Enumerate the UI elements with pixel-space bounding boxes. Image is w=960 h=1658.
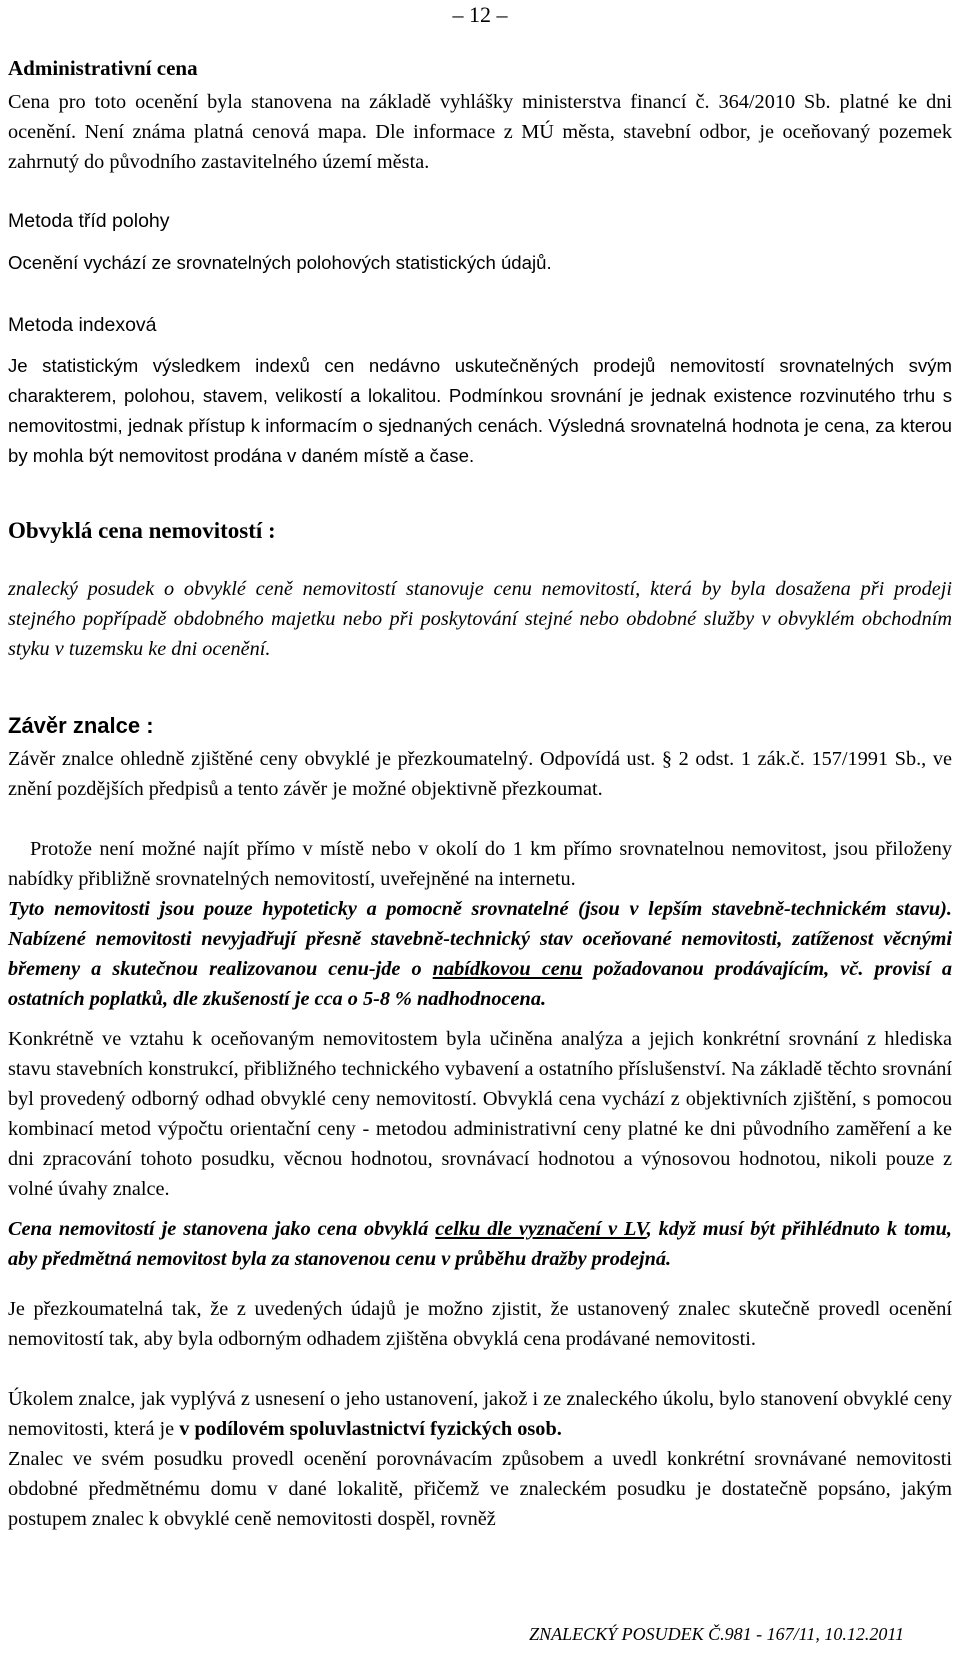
heading-administrativni-cena: Administrativní cena — [8, 56, 198, 80]
page-number: – 12 – — [452, 2, 508, 27]
paragraph-zaver-5 — [8, 1214, 952, 1274]
heading-zaver-znalce: Závěr znalce : — [8, 713, 154, 738]
heading-obvykla-cena: Obvyklá cena nemovitostí : — [8, 518, 276, 543]
paragraph-zaver-3 — [8, 894, 952, 1014]
heading-metoda-trid-polohy: Metoda tříd polohy — [8, 210, 170, 232]
paragraph-zaver-7-part-a: Úkolem znalce, jak vyplývá z usnesení o jeho ustanovení, jakož i ze znaleckého úkolu, bylo stanovení obvyklé ceny nemovitosti, která je — [8, 1388, 952, 1440]
paragraph-zaver-1: Závěr znalce ohledně zjištěné ceny obvyklé je přezkoumatelný. Odpovídá ust. § 2 odst. 1 zák.č. 157/1991 Sb., ve znění pozdějších předpisů a tento závěr je možné objektivně přezkoumat. — [8, 748, 952, 800]
paragraph-zaver-7 — [8, 1384, 952, 1444]
paragraph-zaver-2: Protože není možné najít přímo v místě nebo v okolí do 1 km přímo srovnatelnou nemovitost, jsou přiloženy nabídky přibližně srovnatelných nemovitostí, uveřejněné na internetu. — [8, 838, 952, 890]
paragraph-zaver-3-part-a: Tyto nemovitosti jsou pouze hypoteticky a pomocně srovnatelné (jsou v lepším stavebně-technickém stavu). Nabízené nemovitosti nevyjadřují přesně stavebně-technický stav oceňované nemovitosti, zatíženost věcnými břemeny a skutečnou realizovanou cenu-jde o — [8, 898, 952, 980]
heading-metoda-indexova: Metoda indexová — [8, 314, 157, 336]
paragraph-obvykla-cena: znalecký posudek o obvyklé ceně nemovitostí stanovuje cenu nemovitostí, která by byla dosažena při prodeji stejného popřípadě obdobného majetku nebo při poskytování stejné nebo obdobné služby v obvyklém obchodním styku v tuzemsku ke dni ocenění. — [8, 578, 952, 660]
paragraph-metoda-trid-polohy: Ocenění vychází ze srovnatelných polohových statistických údajů. — [8, 252, 552, 273]
paragraph-administrativni-cena: Cena pro toto ocenění byla stanovena na základě vyhlášky ministerstva financí č. 364/2010 Sb. platné ke dni ocenění. Není známa platná cenová mapa. Dle informace z MÚ města, stavební odbor, je oceňovaný pozemek zahrnutý do původního zastavitelného území města. — [8, 91, 952, 173]
paragraph-zaver-6: Je přezkoumatelná tak, že z uvedených údajů je možno zjistit, že ustanovený znalec skutečně provedl ocenění nemovitostí tak, aby byla odborným odhadem zjištěna obvyklá cena prodávané nemovitosti. — [8, 1298, 952, 1350]
paragraph-zaver-5-part-b: , když musí být přihlédnuto k tomu, aby předmětná nemovitost byla za stanovenou cenu v průběhu dražby prodejná. — [8, 1218, 952, 1270]
celku-dle-lv-underlined: celku dle vyznačení v LV — [435, 1218, 647, 1240]
footer-document-reference: ZNALECKÝ POSUDEK Č.981 - 167/11, 10.12.2011 — [529, 1624, 904, 1644]
paragraph-zaver-4: Konkrétně ve vztahu k oceňovaným nemovitostem byla učiněna analýza a jejich konkrétní srovnání z hlediska stavu stavebních konstrukcí, přibližného technického vybavení a ostatního příslušenství. Na základě těchto srovnání byl provedený odborný odhad obvyklé ceny nemovitostí. Obvyklá cena vychází z objektivních zjištění, s pomocou kombinací metod výpočtu orientační ceny - metodou administrativní ceny platné ke dni původního zaměření a ke dni zpracování tohoto posudku, věcnou hodnotou, srovnávací hodnotou a výnosovou hodnotou, nikoli pouze z volné úvahy znalce. — [8, 1028, 952, 1200]
paragraph-zaver-3-part-b: požadovanou prodávajícím, vč. provisí a ostatních poplatků, dle zkušeností je cca o 5-8 % nadhodnocena. — [8, 958, 952, 1010]
paragraph-zaver-8: Znalec ve svém posudku provedl ocenění porovnávacím způsobem a uvedl konkrétní srovnávané nemovitosti obdobné předmětnému domu v dané lokalitě, přičemž ve znaleckém posudku je dostatečně popsáno, jakým postupem znalec k obvyklé ceně nemovitosti dospěl, rovněž — [8, 1448, 952, 1530]
nabidkova-cena-underlined: nabídkovou cenu — [432, 958, 583, 980]
paragraph-metoda-indexova: Je statistickým výsledkem indexů cen nedávno uskutečněných prodejů nemovitostí srovnatelných svým charakterem, polohou, stavem, velikostí a lokalitou. Podmínkou srovnání je jednak existence rozvinutého trhu s nemovitostmi, jednak přístup k informacím o sjednaných cenách. Výsledná srovnatelná hodnota je cena, za kterou by mohla být nemovitost prodána v daném místě a čase. — [8, 355, 952, 466]
paragraph-zaver-7-bold: v podílovém spoluvlastnictví fyzických osob. — [179, 1418, 562, 1440]
paragraph-zaver-5-part-a: Cena nemovitostí je stanovena jako cena obvyklá — [8, 1218, 436, 1240]
